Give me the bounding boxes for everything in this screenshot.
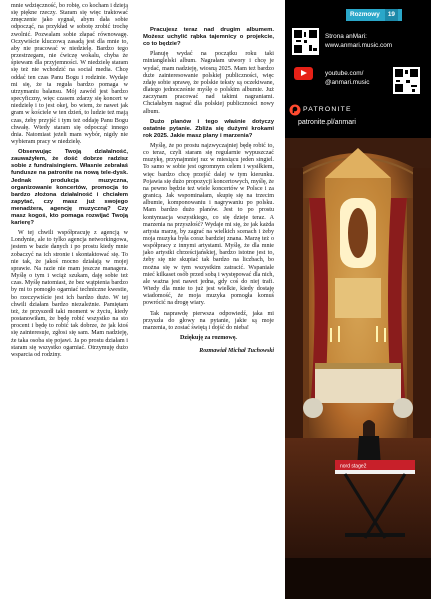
section-tag [346, 9, 402, 21]
concert-photo [285, 138, 431, 599]
website-caption [325, 32, 392, 50]
keyboard-brand-label: nord stage2 [340, 463, 367, 470]
patronite-icon [289, 104, 301, 116]
youtube-link[interactable]: youtube.com/ [325, 70, 364, 77]
closing-thanks: Dziękuję za rozmowę. [180, 335, 237, 342]
youtube-qr-code[interactable] [393, 67, 420, 94]
paragraph: Planuję wydać na początku roku taki minianglelski album. Nagrałam utwory i chcę je wydać, mam nadzieję, wiosną 2025. Mam też bardzo duże zainteresowanie polskiej publiczności, więc zdaję sobie sprawę, że polskie teksty są oczekiwane, dlatego jednocześnie myślę o polskim albumie. Już zaczynam pracować nad takimi nagraniami. Chciałabym nagrać dla polskiej publiczności nowy album. [143, 51, 274, 115]
interview-question: Obserwując Twoją działalność, zauważyłem, że dość dobrze radzisz sobie z fundraisingiem. Własnie zebrałaś fundusze na patronite na nową tele-dysk. Jednak produkcja muzyczna, organizowanie koncertów, promocja to bardzo złożona działalność i chciałem zapytać, czy masz już swojego menadżera, agencję muzyczną? Czy masz kogoś, kto pomaga rozwijać Twoją karierę? [11, 149, 128, 227]
interview-question: Pracujesz teraz nad drugim albumem. Możesz uchylić rąbka tajemnicy o projekcie, co to będzie? [143, 27, 274, 48]
website-line1: Strona anMari: [325, 33, 367, 40]
paragraph: mnie wdzięczność, bo robię, co kocham i dzieją się piękne rzeczy. Staram się więc traktować zmęczenie jako sygnał, abym dała sobie odpocząć, na przykład w sobotę zrobić trochę zwolnić. Pozwalam sobie złapać równowagę. Oczywiście kluczową zasadą jest dla mnie to, aby nie pracować w niedzielę. Bardzo tego przestrzegam, nie ćwiczę wokalu, chyba że śpiewam dla przyjemności. W niedzielę staram się też nie wchodzić na social media. Chcę oddać ten czas Panu Bogu i rodzinie. Wydaje mi się, że ta reguła bardzo pomaga w utrzymaniu balansu. Mój zawód jest bardzo specyficzny, więc czasem zdarzy się koncert w niedzielę i to jest okej, bo wiem, że nawet jak gram w kościele w ten dzień, to ludzie też mają czas, żeby przyjść i tym też oddaję Panu Bogu chwałę. Wtedy staram się odpocząć innego dnia. Natomiast jeżeli mam wybór, nigdy nie wybieram pracy w niedzielę. [11, 3, 128, 145]
patronite-link[interactable]: patronite.pl/anmari [298, 119, 356, 126]
youtube-caption [325, 69, 370, 87]
byline: Rozmawiał Michał Tuchowski [199, 348, 274, 355]
interview-question: Dużo planów i tego właśnie dotyczy ostatnie pytanie. Zbliża się dużymi krokami rok 2025. Jakie masz plany i marzenia? [143, 118, 274, 139]
patronite-wordmark: PATRONITE [303, 106, 352, 113]
article-column-left [11, 3, 128, 362]
paragraph: W tej chwili współpracuję z agencją w Londynie, ale to tylko agencja networkingowa, jestem w bazie danych i po prostu kiedy mnie zobaczyć na ich stronie i skontaktować się. To nie tak, że jakoś mocno działają w mojej sprawie. Na razie nie mam jeszcze managera. Myślę o tym i wciąż szukam, daję sobie też czas. Myślę natomiast, że bez wątpienia bardzo by mi to pomogło ogarniać techniczne kwestie, bo rzeczywiście jest ich bardzo dużo. W tej chwili działam bardzo niezależnie. Pamiętam też, że przyszedł taki moment w życiu, kiedy postanowiłam, że będę robić wszystko na sto procent i będę to robić tak dobrze, że jak ktoś się zainteresuje, zgłosi się sam. Mam nadzieję, że taka osoba się pojawi. Ja po prostu działam i staram się wszystko ogarniać. Otrzymuję dużo wsparcia od rodziny. [11, 230, 128, 358]
section-label: Rozmowy [350, 11, 380, 18]
article-column-right [143, 27, 274, 355]
page-number: 19 [385, 9, 398, 21]
youtube-icon [294, 67, 313, 80]
website-qr-code[interactable] [292, 28, 319, 55]
paragraph: Myślę, że po prostu najzwyczajniej będę robić to, co teraz, czyli staram się regularnie wypuszczać muzykę, przynajmniej raz w miesiącu jeden singiel. To samo w sobie jest ogromnym celem i wysiłkiem, więc bardzo chcę przejść dalej w tym kierunku. Pojawia się dużo propozycji koncertowych, myślę, że na pewno będzie też wiele koncertów w Polsce i za granicą. Jak wspominałam, skupię się na trzecim albumie, komponowaniu i nagrywaniu po polsku. Mam bardzo dużo planów. Jest to po prostu kontynuacja wszystkiego, co się dzieje teraz. A marzenia na przyszłość? Wydaje mi się, że jak każda artysta marzę, by zagrać na wielkich scenach i żeby moja muzyka była coraz bardziej znana. Marzę też o współpracy z innymi artystami. Myślę, że dla mnie jako artystki chrześcijańskiej, bardzo istotne jest to, żeby się nie skupiać tak bardzo na liczbach, bo można się w tym wszystkim zatracić. Wspaniale mieć kilkaset osób przed sobą i występować dla nich, ale ważna jest nawet jedna, gdy coś do niej trafi. Wtedy dla mnie to już jest wielkie, kiedy dostaję wiadomość, że moja muzyka pomogła komuś powrócić na drogę wiary. [143, 142, 274, 307]
paragraph: Tak naprawdę pierwsza odpowiedź, jaka mi przyszła do głowy na pytanie, jakie są moje marzenia, to zostać świętą i dojść do nieba! [143, 310, 274, 331]
youtube-handle[interactable]: @anmari.music [325, 79, 370, 86]
website-link[interactable]: www.anmari.music.com [325, 42, 393, 49]
